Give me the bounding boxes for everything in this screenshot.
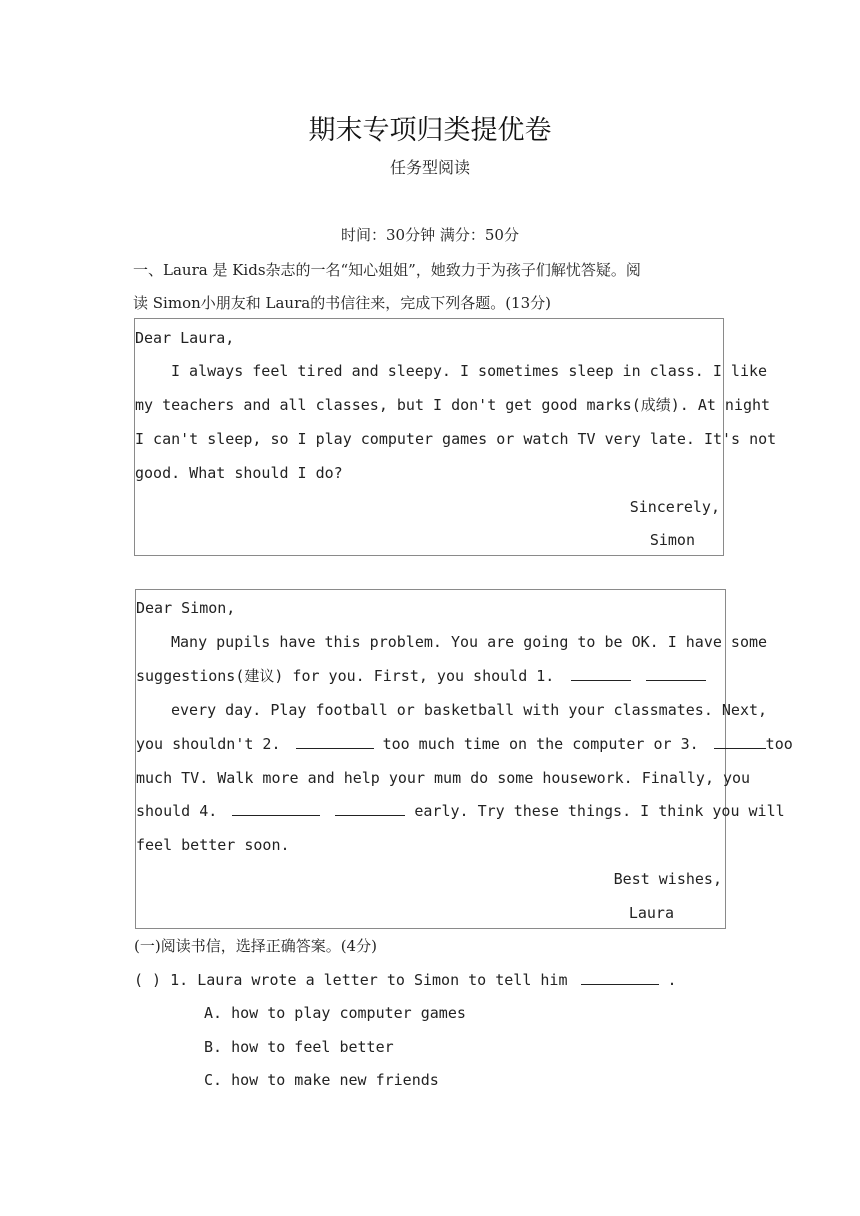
letter2-line: feel better soon.: [136, 836, 290, 854]
letter2-text: should 4.: [136, 802, 218, 820]
letter-from-simon: [134, 318, 777, 556]
section1-instruction-line2: 读 Simon小朋友和 Laura的书信往来，完成下列各题。(13分): [133, 294, 551, 312]
letter2-line: much TV. Walk more and help your mum do some housework. Finally, you: [136, 769, 751, 787]
question-1: [134, 970, 677, 989]
page-title: 期末专项归类提优卷: [308, 115, 552, 146]
question-1-text: 1. Laura wrote a letter to Simon to tell him: [170, 971, 568, 989]
letter-from-laura: [135, 589, 793, 929]
answer-blank-3[interactable]: [714, 734, 766, 749]
letter1-line: I can't sleep, so I play computer games or watch TV very late. It's not: [135, 430, 777, 448]
question-1-blank: [581, 970, 659, 985]
answer-blank-4b[interactable]: [335, 801, 405, 816]
letter2-text: you shouldn't 2.: [136, 735, 281, 753]
answer-blank-4a[interactable]: [232, 801, 320, 816]
time-info: 时间：30分钟 满分：50分: [341, 226, 519, 244]
letter2-line: every day. Play football or basketball with your classmates. Next,: [171, 701, 768, 719]
letter2-line: [136, 734, 793, 754]
letter2-text: early. Try these things. I think you will: [414, 802, 785, 820]
letter2-line: [136, 666, 706, 686]
option-c[interactable]: C. how to make new friends: [204, 1071, 439, 1089]
answer-blank-1b[interactable]: [646, 666, 706, 681]
letter1-line: I always feel tired and sleepy. I sometimes sleep in class. I like: [171, 362, 768, 380]
letter1-line: my teachers and all classes, but I don't get good marks(成绩). At night: [135, 396, 771, 414]
letter1-closing: Sincerely,: [629, 498, 720, 516]
letter2-greeting: Dear Simon,: [136, 599, 236, 617]
letter2-text: too much time on the computer or 3.: [382, 735, 699, 753]
letter2-line: [136, 801, 785, 821]
letter1-greeting: Dear Laura,: [135, 329, 235, 347]
letter2-text: suggestions(建议) for you. First, you should 1.: [136, 667, 555, 685]
question-1-end: .: [667, 971, 677, 989]
letter2-line: Many pupils have this problem. You are going to be OK. I have some: [171, 633, 768, 651]
option-b[interactable]: B. how to feel better: [204, 1038, 394, 1056]
letter2-closing: Best wishes,: [613, 870, 722, 888]
letter1-signature: Simon: [649, 531, 695, 549]
letter2-text: too: [765, 735, 793, 753]
answer-blank-1a[interactable]: [571, 666, 631, 681]
letter1-line: good. What should I do?: [135, 464, 343, 482]
answer-paren[interactable]: ( ): [134, 971, 162, 989]
section1-instruction-line1: 一、Laura 是 Kids杂志的一名“知心姐姐”，她致力于为孩子们解忧答疑。阅: [133, 261, 641, 279]
answer-blank-2[interactable]: [296, 734, 374, 749]
letter2-signature: Laura: [628, 904, 674, 922]
option-a[interactable]: A. how to play computer games: [204, 1004, 466, 1022]
part1-heading: (一)阅读书信，选择正确答案。(4分): [134, 937, 377, 955]
page-subtitle: 任务型阅读: [389, 158, 470, 177]
